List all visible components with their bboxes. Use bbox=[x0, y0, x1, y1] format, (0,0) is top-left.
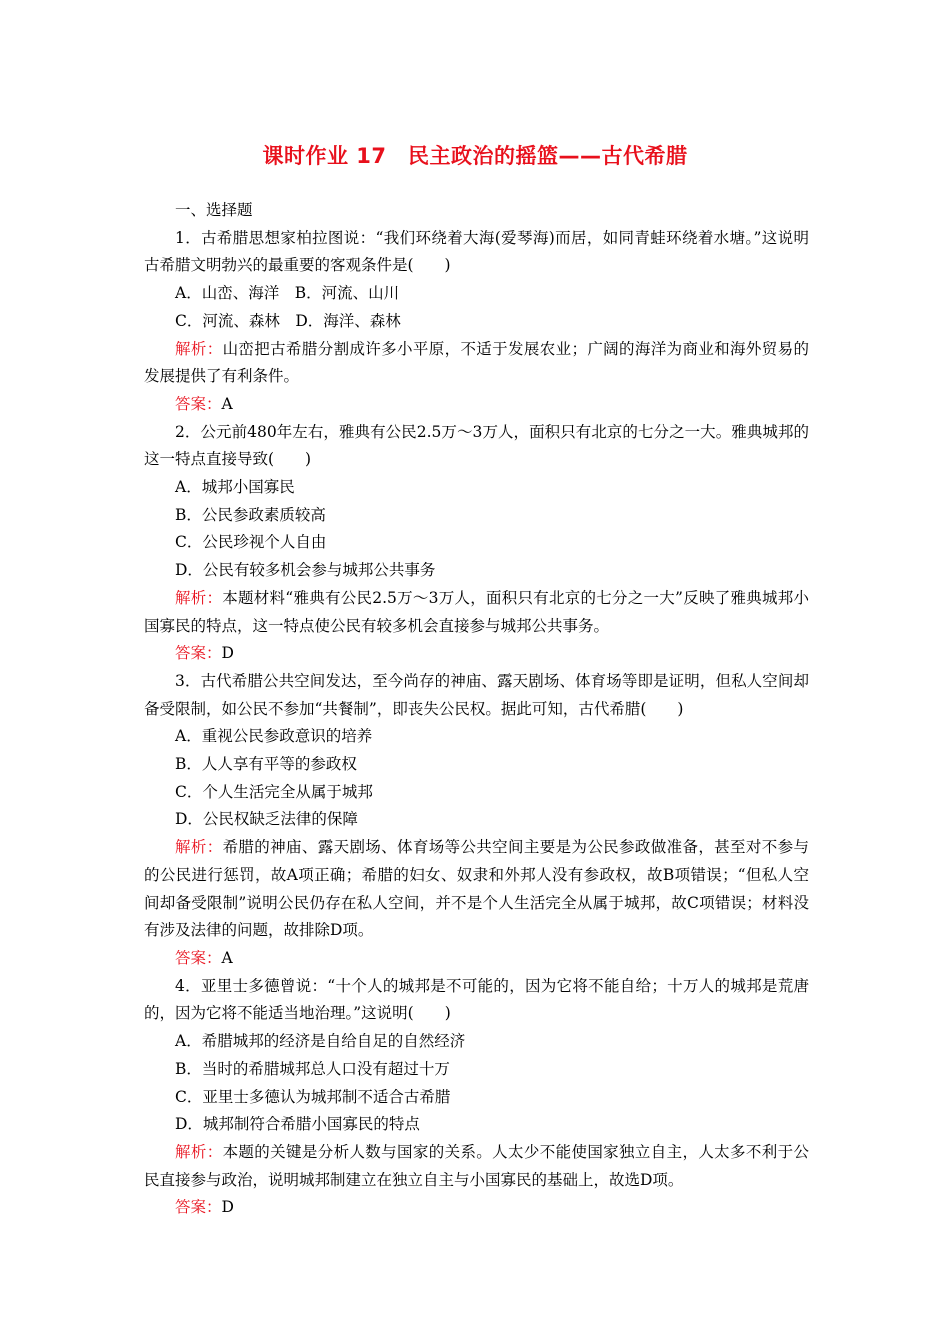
analysis-label: 解析： bbox=[175, 588, 223, 607]
question-2-analysis bbox=[144, 585, 809, 640]
question-3-option-c: C．个人生活完全从属于城邦 bbox=[175, 782, 373, 801]
question-3-stem: 3．古代希腊公共空间发达，至今尚存的神庙、露天剧场、体育场等即是证明，但私人空间却备受限制，如公民不参加“共餐制”，即丧失公民权。据此可知，古代希腊( ) bbox=[144, 671, 809, 718]
question-2-stem: 2．公元前480年左右，雅典有公民2.5万～3万人，面积只有北京的七分之一大。雅典城邦的这一特点直接导致( ) bbox=[144, 422, 809, 469]
answer-label: 答案： bbox=[175, 394, 222, 413]
question-3-option-d: D．公民权缺乏法律的保障 bbox=[175, 810, 358, 829]
question-4-option-b: B．当时的希腊城邦总人口没有超过十万 bbox=[175, 1059, 450, 1078]
analysis-label: 解析： bbox=[175, 1142, 223, 1161]
question-1-options-line-1: A．山峦、海洋 B．河流、山川 bbox=[175, 284, 400, 303]
page-title: 课时作业 17 民主政治的摇篮——古代希腊 bbox=[262, 144, 688, 168]
answer-label: 答案： bbox=[175, 644, 222, 663]
question-1-options-line-2: C．河流、森林 D．海洋、森林 bbox=[175, 311, 401, 330]
question-1-answer-value: A bbox=[221, 394, 233, 413]
question-2-option-d: D．公民有较多机会参与城邦公共事务 bbox=[175, 561, 436, 580]
question-2-answer bbox=[144, 640, 809, 668]
question-3-option-b: B．人人享有平等的参政权 bbox=[175, 755, 357, 774]
question-1-stem: 1．古希腊思想家柏拉图说：“我们环绕着大海(爱琴海)而居，如同青蛙环绕着水塘。”这说明古希腊文明勃兴的最重要的客观条件是( ) bbox=[144, 228, 809, 275]
question-3-answer-value: A bbox=[221, 948, 233, 967]
analysis-label: 解析： bbox=[175, 339, 223, 358]
question-4-analysis-text: 本题的关键是分析人数与国家的关系。人太少不能使国家独立自主，人太多不利于公民直接参与政治，说明城邦制建立在独立自主与小国寡民的基础上，故选D项。 bbox=[144, 1142, 809, 1189]
question-4-stem: 4．亚里士多德曾说：“十个人的城邦是不可能的，因为它将不能自给；十万人的城邦是荒唐的，因为它将不能适当地治理。”这说明( ) bbox=[144, 976, 809, 1023]
question-3-analysis-text: 希腊的神庙、露天剧场、体育场等公共空间主要是为公民参政做准备，甚至对不参与的公民进行惩罚，故A项正确；希腊的妇女、奴隶和外邦人没有参政权，故B项错误；“但私人空间却备受限制”说明公民仍存在私人空间，并不是个人生活完全从属于城邦，故C项错误；材料没有涉及法律的问题，故排除D项。 bbox=[144, 838, 809, 940]
question-2-option-c: C．公民珍视个人自由 bbox=[175, 533, 327, 552]
section-heading: 一、选择题 bbox=[175, 201, 253, 219]
question-4-analysis bbox=[144, 1139, 809, 1194]
question-2-option-a: A．城邦小国寡民 bbox=[175, 478, 295, 497]
question-4-option-c: C．亚里士多德认为城邦制不适合古希腊 bbox=[175, 1087, 451, 1106]
question-4-answer-value: D bbox=[221, 1198, 234, 1217]
question-content bbox=[144, 197, 809, 1222]
question-1-analysis bbox=[144, 336, 809, 391]
question-3-option-a: A．重视公民参政意识的培养 bbox=[175, 727, 373, 746]
answer-label: 答案： bbox=[175, 1198, 222, 1217]
question-3-answer bbox=[144, 945, 809, 973]
question-1-analysis-text: 山峦把古希腊分割成许多小平原，不适于发展农业；广阔的海洋为商业和海外贸易的发展提供了有利条件。 bbox=[144, 339, 809, 386]
question-4-answer bbox=[144, 1194, 809, 1222]
analysis-label: 解析： bbox=[175, 838, 223, 857]
answer-label: 答案： bbox=[175, 948, 222, 967]
question-2-answer-value: D bbox=[221, 644, 234, 663]
question-4-option-a: A．希腊城邦的经济是自给自足的自然经济 bbox=[175, 1032, 466, 1051]
question-3-analysis bbox=[144, 834, 809, 945]
question-1-answer bbox=[144, 391, 809, 419]
question-4-option-d: D．城邦制符合希腊小国寡民的特点 bbox=[175, 1115, 420, 1134]
question-2-analysis-text: 本题材料“雅典有公民2.5万～3万人，面积只有北京的七分之一大”反映了雅典城邦小国寡民的特点，这一特点使公民有较多机会直接参与城邦公共事务。 bbox=[144, 588, 809, 635]
question-2-option-b: B．公民参政素质较高 bbox=[175, 505, 326, 524]
